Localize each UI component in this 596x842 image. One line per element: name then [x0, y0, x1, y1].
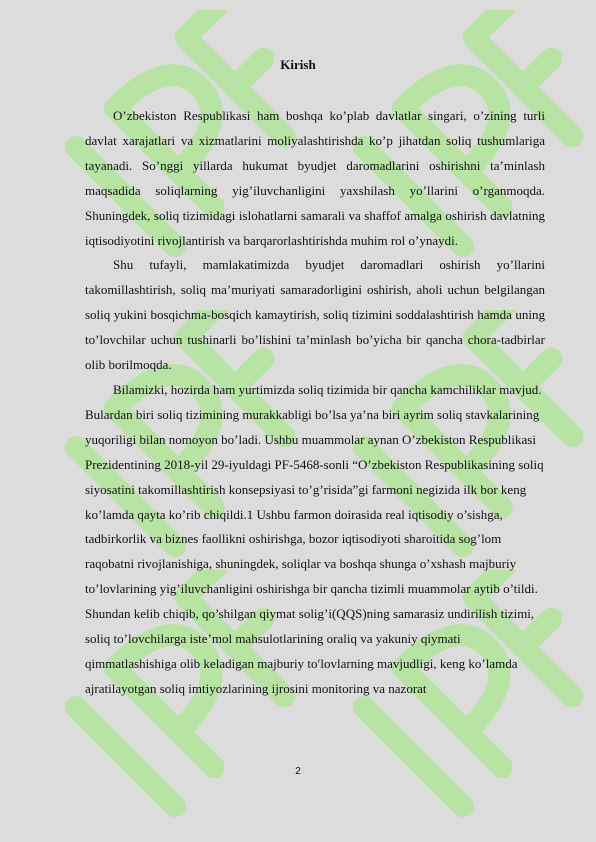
- paragraph: Bilamizki, hozirda ham yurtimizda soliq tizimida bir qancha kamchiliklar mavjud. Bulardan biri soliq tizimining murakkabligi bo’lsa ya’na biri ayrim soliq stavkalarining yuqoriligi bilan nomoyon bo’ladi. Ushbu muammolar aynan O’zbekiston Respublikasi Prezidentining 2018-yil 29-iyuldagi PF-5468-sonli “O’zbekiston Respublikasining soliq siyosatini takomillashtirish konsepsiyasi to’g’risida”gi farmoni negizida ilk bor keng ko’lamda qayta ko’rib chiqildi.1 Ushbu farmon doirasida real iqtisodiy o’sishga, tadbirkorlik va biznes faollikni oshirishga, bozor iqtisodiyoti sharoitida sog’lom raqobatni rivojlanishiga, shuningdek, soliqlar va boshqa shunga o’xshash majburiy to’lovlarining yig’iluvchanligini oshirishga bir qancha tizimli muammolar aytib o’tildi. Shundan kelib chiqib, qo’shilgan qiymat solig’i(QQS)ning samarasiz undirilish tizimi, soliq to’lovchilarga iste’mol mahsulotlarining oraliq va yakuniy qiymati qimmatlashishiga olib keladigan majburiy to′lovlarning mavjudligi, keng ko’lamda ajratilayotgan soliq imtiyozlarining ijrosini monitoring va nazorat: [85, 381, 544, 696]
- page-number: 2: [295, 766, 301, 777]
- paragraph: O’zbekiston Respublikasi ham boshqa ko’plab davlatlar singari, o’zining turli davlat xarajatlari va xizmatlarini moliyalashtirishda ko’p jihatdan soliq tushumlariga tayanadi. So’nggi yillarda hukumat byudjet daromadlarini oshirishni ta’minlash maqsadida soliqlarning yig’iluvchanligini yaxshilash yo’llarini o’rganmoqda. Shuningdek, soliq tizimidagi islohatlarni samarali va shaffof amalga oshirish davlatning iqtisodiyotini rivojlantirish va barqarorlashtirishda muhim rol o’ynaydi.: [85, 108, 545, 248]
- paragraph: Shu tufayli, mamlakatimizda byudjet daromadlari oshirish yo’llarini takomillashtirish, soliq ma’muriyati samaradorligini oshirish, aholi uchun belgilangan soliq yukini bosqichma-bosqich kamaytirish, soliq tizimini soddalashtirish hamda uning to’lovchilar uchun tushinarli bo’lishini ta’minlash bo’yicha bir qancha chora-tadbirlar olib borilmoqda.: [85, 257, 545, 373]
- document-body: [85, 104, 545, 702]
- section-heading: Kirish: [280, 57, 316, 72]
